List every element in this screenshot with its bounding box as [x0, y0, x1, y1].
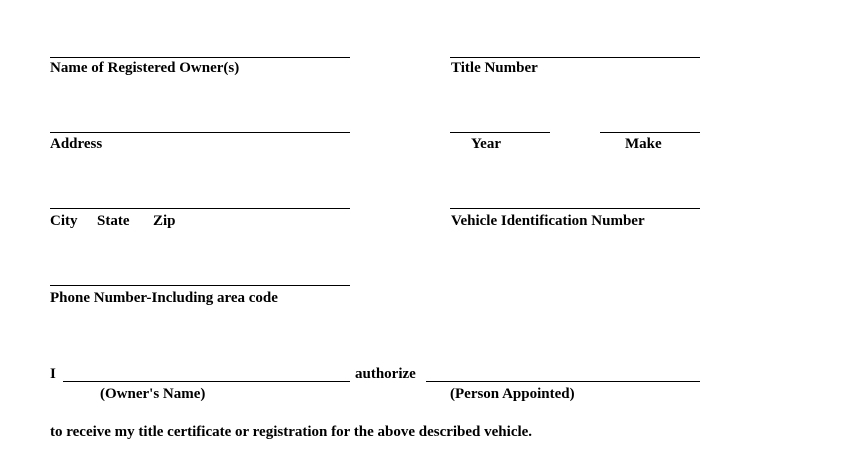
address-line — [50, 132, 350, 133]
owners-name-caption: (Owner's Name) — [100, 386, 206, 402]
phone-field[interactable] — [50, 268, 350, 286]
make-label: Make — [625, 136, 662, 152]
vin-label: Vehicle Identification Number — [451, 213, 645, 229]
authorize-label: authorize — [355, 366, 416, 382]
state-label: State — [97, 213, 130, 229]
person-appointed-field[interactable] — [426, 364, 700, 382]
owner-name-field[interactable] — [50, 40, 350, 58]
owner-name-label: Name of Registered Owner(s) — [50, 60, 240, 76]
statement-text: to receive my title certificate or registration for the above described vehicle. — [50, 424, 533, 440]
year-field[interactable] — [450, 115, 550, 133]
city-label: City — [50, 213, 78, 229]
vin-line — [450, 208, 700, 209]
address-field[interactable] — [50, 115, 350, 133]
city-state-zip-line — [50, 208, 350, 209]
make-field[interactable] — [600, 115, 700, 133]
year-label: Year — [471, 136, 501, 152]
owners-name-field[interactable] — [63, 364, 350, 382]
title-number-line — [450, 57, 700, 58]
i-label: I — [50, 366, 56, 382]
person-appointed-line — [426, 381, 700, 382]
vin-field[interactable] — [450, 191, 700, 209]
phone-line — [50, 285, 350, 286]
title-number-label: Title Number — [451, 60, 538, 76]
address-label: Address — [50, 136, 103, 152]
owners-name-line — [63, 381, 350, 382]
owner-name-line — [50, 57, 350, 58]
city-state-zip-field[interactable] — [50, 191, 350, 209]
make-line — [600, 132, 700, 133]
phone-label: Phone Number-Including area code — [50, 290, 278, 306]
person-appointed-caption: (Person Appointed) — [450, 386, 575, 402]
title-number-field[interactable] — [450, 40, 700, 58]
zip-label: Zip — [153, 213, 176, 229]
year-line — [450, 132, 550, 133]
